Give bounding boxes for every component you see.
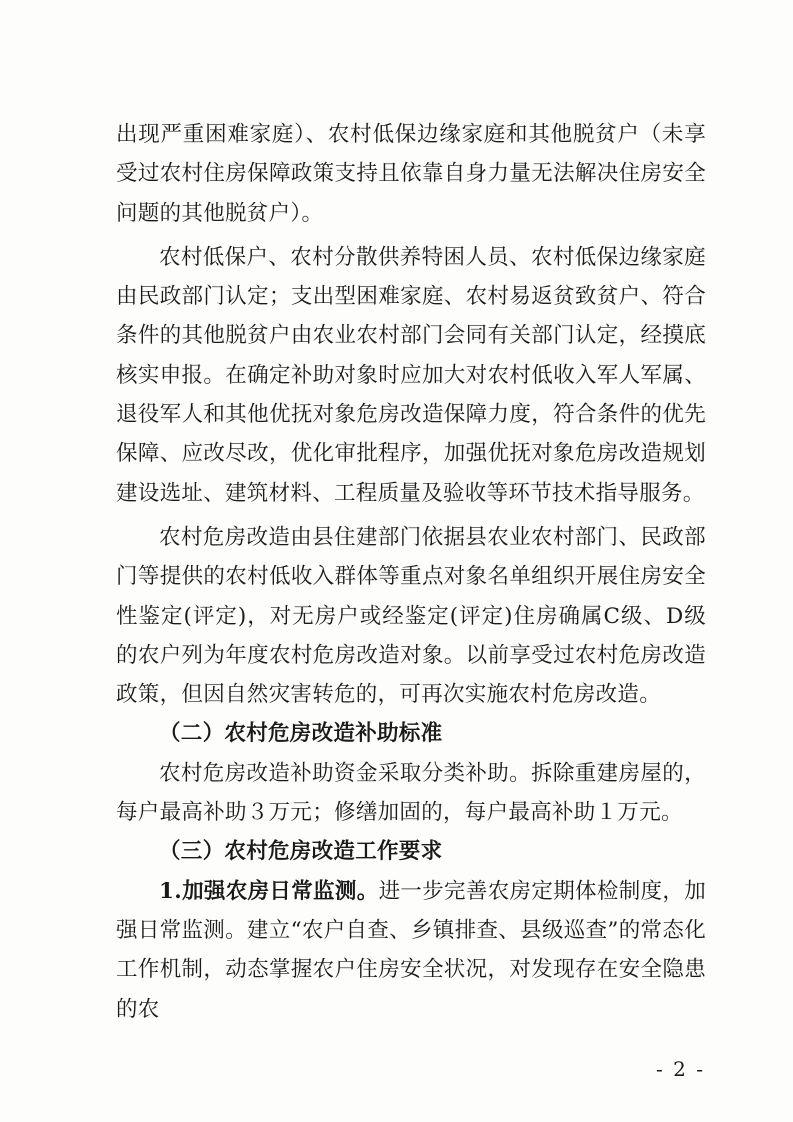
paragraph-identification-process: 农村危房改造由县住建部门依据县农业农村部门、民政部门等提供的农村低收入群体等重点对象名单组织开展住房安全性鉴定(评定)，对无房户或经鉴定(评定)住房确属C级、D级的农户列为年度农村危房改造对象。以前享受过农村危房改造政策，但因自然灾害转危的，可再次实施农村危房改造。 — [116, 524, 706, 708]
paragraph-continuation: 出现严重困难家庭）、农村低保边缘家庭和其他脱贫户（未享受过农村住房保障政策支持且依靠自身力量无法解决住房安全问题的其他脱贫户）。 — [116, 122, 706, 226]
item-text-daily-monitoring: 进一步完善农房定期体检制度，加强日常监测。建立“农户自查、乡镇排查、县级巡查”的常态化工作机制，动态掌握农户住房安全状况，对发现存在安全隐患的农 — [116, 878, 706, 1022]
paragraph-eligibility-authority: 农村低保户、农村分散供养特困人员、农村低保边缘家庭由民政部门认定；支出型困难家庭、农村易返贫致贫户、符合条件的其他脱贫户由农业农村部门会同有关部门认定，经摸底核实申报。在确定补助对象时应加大对农村低收入军人军属、退役军人和其他优抚对象危房改造保障力度，符合条件的优先保障、应改尽改，优化审批程序，加强优抚对象危房改造规划建设选址、建筑材料、工程质量及验收等环节技术指导服务。 — [116, 244, 706, 506]
item-lead-daily-monitoring: 1.加强农房日常监测。 — [159, 878, 379, 904]
document-body — [116, 115, 706, 1029]
paragraph-subsidy-standard: 农村危房改造补助资金采取分类补助。拆除重建房屋的，每户最高补助３万元；修缮加固的，每户最高补助１万元。 — [116, 760, 706, 826]
page-number: - 2 - — [656, 1057, 705, 1081]
section-heading-subsidy-standard: （二）农村危房改造补助标准 — [159, 721, 443, 747]
section-heading-work-requirements: （三）农村危房改造工作要求 — [159, 839, 443, 865]
paragraph-daily-monitoring — [116, 872, 706, 1029]
